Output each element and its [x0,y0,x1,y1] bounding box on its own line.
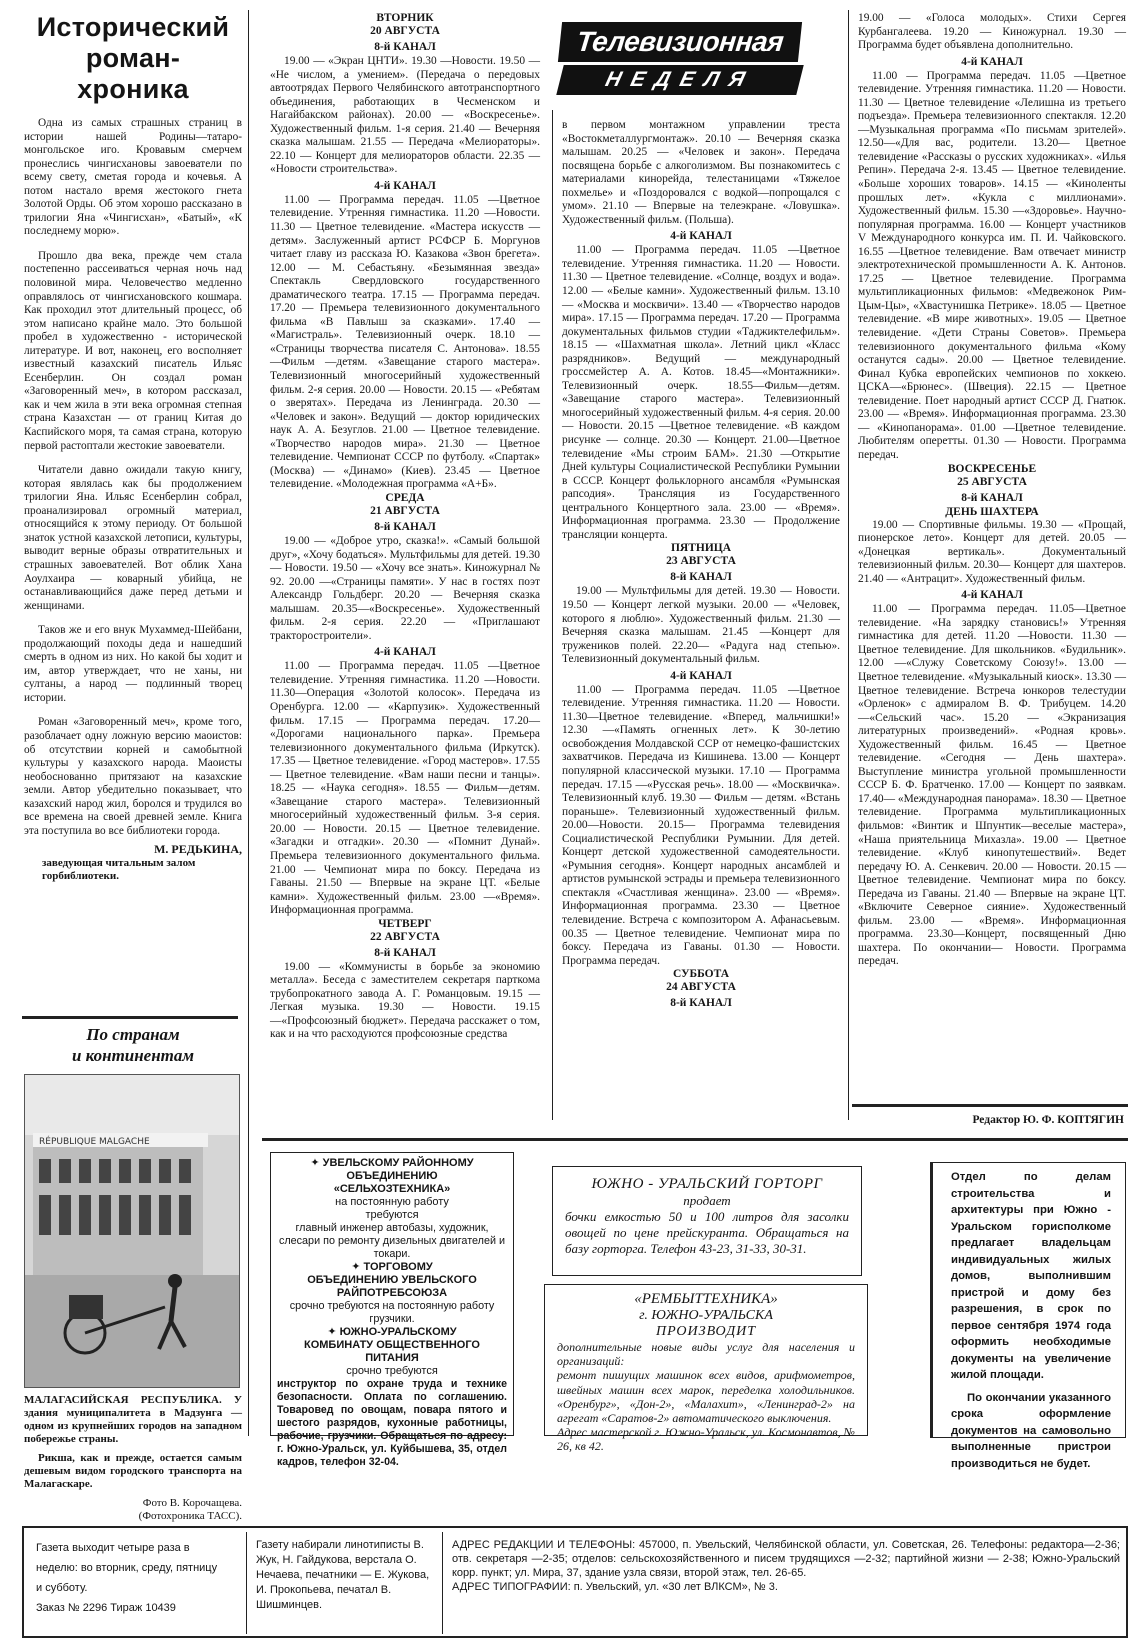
footer-schedule: Газета выходит четыре раза в неделю: во вторник, среду, пятницу и субботу. Заказ № 2296 Тираж 10439 [36,1542,218,1614]
tv-program-listing: 11.00 — Программа передач. 11.05 —Цветное телевидение. Утренняя гимнастика. 11.20 —Новости. 11.30—Операция «Золотой колосок». Передача из Оренбурга. 12.00 — «Карпузик». Художественный фильм. 17.15 — Программа передач. 17.20— «Дорогами национального парка». Премьера телевизионного документального фильма (Иркутск). 17.35 — Цветное телевидение. «Город мастеров». 17.55 — Цветное телевидение. «Вам наши песни и танцы». 18.25 — «Наука сегодня». 18.55 — Фильм—детям. «Завещание старого мастера». Телевизионный многосерийный художественный фильм. 3-я серия. 20.00 — Новости. 20.15 — Цветное телевидение. «Загадки и отгадки». 20.30 — «Помнит Дунай». Премьера телевизионного документального фильма. 21.00 — Чемпионат мира по боксу. Передача из Гаваны. 21.50 — Впервые на экране ЦТ. «Белые камни». Художественный фильм. 23.00 —«Время». Информационная программа. [270,660,540,917]
ad-gortorg: ЮЖНО - УРАЛЬСКИЙ ГОРТОРГ продает бочки емкостью 50 и 100 литров для засолки овощей по цене прейскуранта. Обращаться на базу горторга. Телефон 43-23, 31-33, 30-31. [552,1166,862,1276]
tv-day-heading: 21 АВГУСТА [370,504,440,517]
tv-channel-heading: 4-й КАНАЛ [374,646,436,659]
tv-channel-heading: 8-й КАНАЛ [961,491,1023,504]
tv-day-heading: ПЯТНИЦА [670,542,732,555]
tv-program-listing: 19.00 — «Коммунисты в борьбе за экономию металла». Беседа с заместителем секретаря парткома трубопрокатного завода А. Г. Романцовым. 19.15 — Легкая музыка. 19.30 — Новости. 19.15 —«Профсоюзный бюджет». Передача расскажет о том, как и на что расходуются профсоюзные средства [270,960,540,1041]
tv-day-heading: ДЕНЬ ШАХТЕРА [945,505,1039,518]
tv-channel-heading: 8-й КАНАЛ [374,946,436,959]
ad-rembyttekhnika: «РЕМБЫТТЕХНИКА» г. ЮЖНО-УРАЛЬСКА ПРОИЗВОДИТ дополнительные новые виды услуг для населения и организаций: ремонт пишущих машинок всех видов, арифмометров, швейных машин всех марок, переделка холодильников. «Оренбург», «Дон-2», «Малахит», «Ленинград-2» на агрегат «Саратов-2» автоматического выключения. Адрес мастерской г. Южно-Уральск, ул. Космонавтов, № 26, кв 42. [544,1284,868,1436]
paragraph: Прошло два века, прежде чем стала постепенно рассеиваться черная ночь над половиной мира. Человечество медленно оправлялось от чингисхановского кошмара. Как проходил этот длительный процесс, об этом написано крайне мало. Это большой пробел в художественно - исторической литературе. И вот, наконец, его восполняет известный казахский писатель Ильяс Есенберлин. Он создал роман «Заговоренный меч», в котором рассказал, как и чем жила в эти века огромная степная страна Казахстан — от границ Китая до Каспийского моря, та самая страна, которую первой растоптали жестокие завоеватели. [24,249,242,452]
column-rule [248,10,249,1436]
section-title: По странам и континентам [71,1025,195,1065]
divider [262,1138,1128,1141]
tv-channel-heading: 8-й КАНАЛ [670,571,732,584]
tv-channel-heading: 4-й КАНАЛ [374,179,436,192]
tv-program-listing: 19.00 — «Экран ЦНТИ». 19.30 —Новости. 19.50 — «Не числом, а умением». (Передача о передовых автоотрядах Первого Челябинского автотранспортного объединения, работающих в Чесменском и Нагайбакском районах). 20.00 — «Воскресенье». Художественный фильм. 1-я серия. 21.40 — Вечерняя сказка малышам. 21.55 — Передача «Мелиораторы». 22.10 — Концерт для мелиораторов области. 22.35 — «Новости строительства». [270,55,540,176]
tv-day-heading: 22 АВГУСТА [370,930,440,943]
photo-caption: МАЛАГАСИЙСКАЯ РЕСПУБЛИКА. У здания муниципалитета в Мадзунга —одном из крупнейших городов на западном побережье страны. Рикша, как и прежде, остается самым дешевым видом городского транспорта на Малагаскаре. [24,1394,242,1490]
photo-credit: Фото В. Корочащева. (Фотохроника ТАСС). [138,1497,242,1522]
author-signature: М. РЕДЬКИНА, [154,842,242,857]
tv-day-heading: 23 АВГУСТА [666,555,736,568]
tv-program-listing: 11.00 — Программа передач. 11.05 —Цветное телевидение. Утренняя гимнастика. 11.20 — Новости. 11.30 — Цветное телевидение «Лелишна из третьего подъезда». Премьера телевизионного спектакля. 12.20 —Музыкальная программа «По письмам зрителей». 12.50—«Для вас, родители. 13.20— Цветное телевидение «Рассказы о русских художниках». «Илья Репин». Передача 2-я. 13.45 — Цветное телевидение. «Больше хороших товаров». 14.15 — «Киноленты прошлых лет». «Кукла с миллионами». Художественный фильм. 15.30 —«Здоровье». Научно-популярная программа. 16.00 — Концерт участников V Международного конкурса им. П. И. Чайковского. 16.55 —Цветное телевидение. Вам отвечает министр электротехнической промышленности А. К. Антонов. 17.25 — Цветное телевидение. Программа мультипликационных фильмов: «Медвежонок Рим-Цым-Цы», «Хвастунишка Петрике». 18.05 — Цветное телевидение. «В мире животных». 19.05 — Цветное телевидение. «Дети Страны Советов». Премьера телевизионного документального фильма «Кому останутся сады». 20.00 — Цветное телевидение. Финал Кубка европейских чемпионов по хоккею. ЦСКА—«Брюнес». (Швеция). 22.15 — Цветное телевидение. Поет народный артист СССР Д. Гнатюк. 23.00 — «Время». Информационная программа. 23.30 — «Кинопанорама». 01.00 —Цветное телевидение. Любителям оперетты. 01.30 — Новости. Программа передач. [858,69,1126,461]
tv-column-2 [562,119,840,1011]
tv-program-listing: в первом монтажном управлении треста «Востокметаллургмонтаж». 20.10 — Вечерняя сказка малышам. 20.25 — «Человек и закон». Передача посвящена борьбе с алкоголизмом. Вы познакомитесь с материалами кинорейда, телестаницами «Тяжелое похмелье» и «Поздоровался с водкой—попрощался с умом». 21.10 — Впервые на телеэкране. «Ловушка». Художественный фильм. (Польша). [562,119,840,226]
tv-channel-heading: 4-й КАНАЛ [670,669,732,682]
building-photo [25,1075,239,1387]
ad-title: «РЕМБЫТТЕХНИКА» [634,1291,778,1307]
paragraph: Таков же и его внук Мухаммед-Шейбани, продолжающий походы деда и нашедший смерть в одном из них. Но какой бы ходит и им, автор утверждает, что не ханы, ни султаны, а народ — подлинный творец истории. [24,624,242,704]
tv-channel-heading: 4-й КАНАЛ [670,230,732,243]
tv-day-heading: 24 АВГУСТА [666,981,736,994]
divider [852,1104,1128,1107]
tv-column-1 [270,12,540,1042]
tv-day-heading: СРЕДА [385,491,425,504]
tv-column-3 [858,12,1126,969]
tv-program-listing: 19.00 — «Голоса молодых». Стихи Сергея Курбангалеева. 19.20 — Киножурнал. 19.30 —Программа будет объявлена дополнительно. [858,12,1126,52]
ad-uvelsky-hiring: ✦ УВЕЛЬСКОМУ РАЙОННОМУ ОБЪЕДИНЕНИЮ «СЕЛЬХОЗТЕХНИКА» на постоянную работу требуются главный инженер автобазы, художник, слесари по ремонту дизельных двигателей и токари. ✦ ТОРГОВОМУ ОБЪЕДИНЕНИЮ УВЕЛЬСКОГО РАЙПОТРЕБСОЮЗА срочно требуются на постоянную работу грузчики. ✦ ЮЖНО-УРАЛЬСКОМУ КОМБИНАТУ ОБЩЕСТВЕННОГО ПИТАНИЯ срочно требуются инструктор по охране труда и технике безопасности. Оплата по соглашению. Товаровед по овощам, повара пятого и шестого разрядов, кухонные работницы, рабочие, грузчики. Обращаться по адресу: г. Южно-Уральск, ул. Куйбышева, 35, отдел кадров, телефон 32-04. [270,1152,514,1436]
column-rule [848,10,849,1120]
ad-building-notice: Отдел по делам строительства и архитектуры при Южно - Уральском горисполкоме предлагает владельцам индивидуальных жилых домов, выполнившим пристрой и дому без разрешения, в срок по первое сентября 1974 года оформить необходимые документы на увеличение жилой площади. По окончании указанного срока оформление документов на самовольно выполненные пристрои производиться не будет. [930,1162,1126,1438]
footer-typesetters: Газету набирали линотиписты В. Жук, Н. Гайдукова, верстала О. Нечаева, печатники — Е. Жукова, И. Прокопьева, печатал В. Шишминцев. [256,1539,430,1611]
tv-program-listing: 11.00 — Программа передач. 11.05 —Цветное телевидение. Утренняя гимнастика. 11.20 — Новости. 11.30—Цветное телевидение. «Вперед, мальчишки!» 12.30 —«Память огненных лет». К 30-летию освобождения Молдавской ССР от немецко-фашистских захватчиков. Передача из Кишинева. 13.00 — Концерт популярной классической музыки. 17.10 — Программа передач. 17.15 —«Русская речь». 18.00 — «Москвичка». Телевизионный клуб. 19.30 — Фильм — детям. «Встань пораньше». Телевизионный художественный фильм. 20.00—Новости. 20.15— Программа телевидения Социалистической Республики Румынии. Для детей. Концерт детской художественной самодеятельности. «Румыния сегодня». Концерт народных ансамблей и артистов румынской эстрады и премьера телевизионного спектакля «Счастливая женщина». 23.00 — «Время». Информационная программа. 23.30 — Цветное телевидение. Встреча с композитором А. Афанасьевым. 00.35 — Цветное телевидение. Чемпионат мира по боксу. Передача из Гаваны. 01.30 — Новости. Программа передач. [562,683,840,967]
tv-program-listing: 11.00 — Программа передач. 11.05—Цветное телевидение. «На зарядку становись!» Утренняя гимнастика для детей. 11.20 —Новости. 11.30 — Цветное телевидение. Для школьников. «Будильник». 12.00 —«Служу Советскому Союзу!». 13.00 — Цветное телевидение. «Музыкальный киоск». 13.30 — Цветное телевидение. Встреча юнкоров телестудии «Орленок» с адмиралом В. Ф. Трибуцем. 14.20—«Сельский час». 15.20 — «Экранизация литературных произведений». «Родная кровь». Художественный фильм. 16.45 — Цветное телевидение. «Сегодня — День шахтера». Выступление министра угольной промышленности СССР Б. Ф. Братченко. 17.00 — Концерт по заявкам. 17.40— «Международная панорама». 18.30 — Цветное телевидение. Программа мультипликационных фильмов: «Винтик и Шпунтик—веселые мастера», «Наша приятельница Михазла». 19.00 — Цветное телевидение. «Клуб кинопутешествий». Ведет передачу Ю. А. Сенкевич. 20.00 — Новости. 20.15 — Цветное телевидение. Чемпионат мира по боксу. Передача из Гаваны. 21.40 — Впервые на экране ЦТ. «Включите Северное сияние». Художественный фильм. 23.00 — «Время». Информационная программа. 23.30—Концерт, посвященный Дню шахтера. По окончании— Новости. Программа передач. [858,603,1126,968]
tv-channel-heading: 4-й КАНАЛ [961,55,1023,68]
tv-day-heading: ВОСКРЕСЕНЬЕ [947,462,1037,475]
tv-channel-heading: 8-й КАНАЛ [374,520,436,533]
photo-madagascar [24,1074,240,1388]
footer-address: АДРЕС РЕДАКЦИИ И ТЕЛЕФОНЫ: 457000, п. Увельский, Челябинской области, ул. Советская, 26. Телефоны: редактора—2-36; отв. секретаря —2-35; отделов: сельскохозяйственного и писем трудящихся —2-32; партийной жизни — 2-38; Южно-Уральский корр. пункт; ул. Мира, 37, здание узла связи, второй этаж, тел. 26-65. АДРЕС ТИПОГРАФИИ: п. Увельский, ул. «30 лет ВЛКСМ», № 3. [452,1539,1120,1593]
tv-day-heading: ЧЕТВЕРГ [378,917,432,930]
article-title: Исторический роман- хроника [36,12,230,104]
tv-day-heading: ВТОРНИК [376,12,434,24]
paragraph: Одна из самых страшных страниц в истории нашей Родины—татаро-монгольское иго. Кровавым смерчем пронеслись чингисхановы завоеватели по всему свету, сметая города и кочевья. А потом настало время жестокого гнета Золотой Орды. Об этом хорошо рассказано в трилогии Яна «Чингисхан», «Батый», «К последнему морю». [24,117,242,238]
tv-day-heading: СУББОТА [672,968,730,981]
tv-program-listing: 11.00 — Программа передач. 11.05 —Цветное телевидение. Утренняя гимнастика. 11.20 —Новости. 11.30 — Цветное телевидение. «Мастера искусств — детям». Заслуженный артист РСФСР Б. Моргунов читает главу из рассказа Ю. Казакова «Звон брегета». 12.00 — М. Себастьяну. «Безымянная звезда» Спектакль Свердловского государственного драматического театра. 17.15 — Программа передач. 17.20 — Премьера телевизионного документального фильма «В Павлыш за сказками». 17.40 — «Магистраль». Телевизионный очерк. 18.10 — «Страницы творчества писателя С. Антонова». 18.55 —Фильм —детям. «Завещание старого мастера». Телевизионный многосерийный художественный фильм. 2-я серия. 20.00 — Новости. 20.15 — «Ребятам о зверятах». Передача из Ленинграда. 20.30 — «Человек и закон». Ведущий — доктор юридических наук А. А. Безуглов. 21.00 — Цветное телевидение. «Творчество народов мира». 21.30 — Цветное телевидение. Чемпионат СССР по футболу. «Спартак» (Москва) — «Динамо» (Киев). 23.45 — Цветное телевидение. «Молодежная программа «А+Б». [270,193,540,491]
tv-logo-subtitle: НЕДЕЛЯ [556,65,803,95]
tv-program-listing: 19.00 — «Доброе утро, сказка!». «Самый большой друг», «Хочу бодаться». Мультфильмы для детей. 19.30 — Новости. 19.50 — «Хочу все знать». Киножурнал № 92. 20.00 —«Страницы памяти». У нас в гостях поэт Александр Гольдберг. 20.20 — Вечерняя сказка малышам. 20.35—«Воскресенье». Художественный фильм. 2-я серия. 22.20 — «Приглашают тракторостроители». [270,534,540,642]
tv-channel-heading: 4-й КАНАЛ [961,589,1023,602]
article-body [24,117,242,838]
tv-program-listing: 19.00 — Мультфильмы для детей. 19.30 — Новости. 19.50 — Концерт легкой музыки. 20.00 — «Человек, которого я люблю». Художественный фильм. 21.30 — Вечерняя сказка малышам. 21.45 —Концерт для тружеников полей. 22.20— «Радуга над степью». Телевизионный документальный фильм. [562,585,840,666]
tv-program-listing: 11.00 — Программа передач. 11.05 —Цветное телевидение. Утренняя гимнастика. 11.20 — Новости. 11.30 — Цветное телевидение. «Солнце, воздух и вода». 12.00 — «Белые камни». Художественный фильм. 13.10 — «Москва и москвичи». 13.40 — «Творчество народов мира». 17.15 — Программа передач. 17.20 — Программа документальных фильмов студии «Таджиктелефильм». 18.15 — «Шахматная школа». Летний цикл «Класс разрядников». Ведущий — международный гроссмейстер А. А. Котов. 18.45—«Монтажники». Телевизионный очерк. 18.55—Фильм—детям. «Завещание старого мастера». Телевизионный многосерийный художественный фильм. 4-я серия. 20.00 — Новости. 20.15 —Цветное телевидение. «В каждом рисунке — солнце. 20.30 — Концерт. 21.00—Цветное телевидение «Мы строим БАМ». 21.30 —Открытие Дней культуры Социалистической Республики Румынии в СССР. Концерт фольклорного ансамбля «Румынская рапсодия». Трансляция из Государственного центрального Концертного зала. 23.00 — «Время». Информационная программа. 23.30 — Продолжение трансляции концерта. [562,244,840,541]
tv-logo [560,22,800,100]
article-countries [24,1024,242,1523]
tv-day-heading: 25 АВГУСТА [957,475,1027,488]
tv-channel-heading: 8-й КАНАЛ [374,41,436,53]
column-rule [552,110,553,1120]
footer [22,1526,1128,1638]
author-role: заведующая читальным залом горбиблиотеки. [42,857,196,883]
ad-title: ЮЖНО - УРАЛЬСКИЙ ГОРТОРГ [591,1176,823,1192]
editor-line: Редактор Ю. Ф. КОПТЯГИН [972,1114,1124,1126]
paragraph: Читатели давно ожидали такую книгу, которая являлась как бы продолжением трилогии Яна. Ильяс Есенберлин собрал, проанализировал огромный материал, относящийся к этому периоду. От большой знаток устной казахской летописи, культуры, выводит верные образы отвратительных и страшных завоевателей. Вот облик Хана Аоулхаира — коварный убийца, не останавливающийся даже перед детьми и женщинами. [24,464,242,612]
photo-sign: RÉPUBLIQUE MALGACHE [39,1137,150,1147]
paragraph: Роман «Заговоренный меч», кроме того, разоблачает одну ложную версию маоистов: об отсутствии корней и самобытной культуры у казахского народа. Маоисты необоснованно притязают на казахские земли. Автор убедительно показывает, что казахский народ жил, боролся и трудился во все времена на своей древней земле. Книга эта поступила во все библиотеки города. [24,716,242,837]
tv-day-heading: 20 АВГУСТА [370,25,440,37]
tv-program-listing: 19.00 — Спортивные фильмы. 19.30 — «Прощай, пионерское лето». Концерт для детей. 20.05 — «Донецкая вертикаль». Документальный телевизионный фильм. 20.30— Концерт для шахтеров. 21.40 — «Антрацит». Художественный фильм. [858,518,1126,585]
divider [22,1016,238,1019]
tv-channel-heading: 8-й КАНАЛ [670,997,732,1010]
tv-logo-title: Телевизионная [558,22,802,62]
article-historical-novel [24,12,242,883]
